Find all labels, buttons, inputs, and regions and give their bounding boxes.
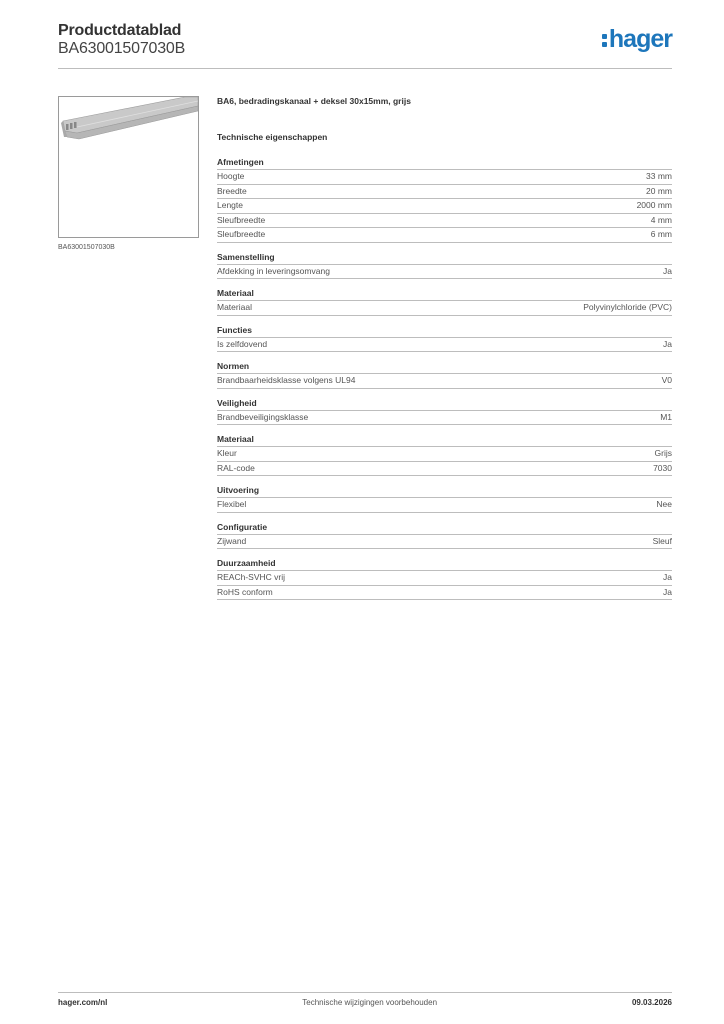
property-value: Grijs: [654, 448, 672, 458]
property-value: 7030: [653, 462, 672, 473]
property-row: [217, 535, 672, 550]
page-header: [58, 22, 185, 58]
section-heading: Afmetingen: [217, 156, 672, 170]
section-heading: Duurzaamheid: [217, 557, 672, 571]
section-heading: Uitvoering: [217, 484, 672, 498]
property-label: REACh-SVHC vrij: [217, 572, 286, 582]
property-section: [217, 557, 672, 600]
property-row: [217, 374, 672, 389]
logo-dots-icon: [602, 34, 607, 47]
property-section: [217, 397, 672, 426]
property-row: [217, 170, 672, 185]
product-title: BA6, bedradingskanaal + deksel 30x15mm, grijs: [217, 96, 411, 106]
property-value: V0: [661, 375, 672, 385]
section-heading: Samenstelling: [217, 251, 672, 265]
header-divider: [58, 68, 672, 69]
property-row: [217, 338, 672, 353]
property-value: M1: [660, 411, 672, 422]
property-label: Brandbeveiligingsklasse: [217, 411, 309, 422]
property-row: [217, 498, 672, 513]
section-heading: Configuratie: [217, 521, 672, 535]
property-section: [217, 156, 672, 243]
property-section: [217, 360, 672, 389]
property-label: Hoogte: [217, 171, 245, 181]
property-row: [217, 447, 672, 462]
property-value: 20 mm: [646, 185, 672, 196]
footer-divider: [58, 992, 672, 993]
property-label: Breedte: [217, 185, 247, 196]
property-value: Ja: [663, 586, 672, 597]
section-heading: Functies: [217, 324, 672, 338]
property-row: [217, 462, 672, 477]
property-section: [217, 484, 672, 513]
property-value: Ja: [663, 338, 672, 349]
logo-text: hager: [608, 25, 672, 53]
page-footer: [58, 998, 672, 1007]
property-value: 4 mm: [650, 214, 672, 225]
image-caption: BA63001507030B: [58, 244, 115, 251]
property-label: Zijwand: [217, 535, 247, 546]
property-value: Nee: [656, 499, 672, 509]
hager-logo: [602, 26, 672, 52]
page-title: Productdatablad: [58, 22, 182, 39]
property-label: RoHS conform: [217, 586, 273, 597]
property-row: [217, 571, 672, 586]
product-code: BA63001507030B: [58, 40, 186, 57]
property-value: Sleuf: [652, 535, 672, 546]
product-image: [58, 96, 199, 238]
property-value: Ja: [663, 572, 672, 582]
property-label: Afdekking in leveringsomvang: [217, 265, 330, 276]
property-section: [217, 521, 672, 550]
product-details: [217, 96, 672, 608]
property-label: Brandbaarheidsklasse volgens UL94: [217, 375, 356, 385]
property-label: RAL-code: [217, 462, 255, 473]
property-value: 2000 mm: [636, 200, 672, 210]
cable-duct-image: [59, 97, 198, 237]
section-heading: Materiaal: [217, 287, 672, 301]
property-value: 6 mm: [650, 229, 672, 239]
property-row: [217, 301, 672, 316]
footer-disclaimer: Technische wijzigingen voorbehouden: [302, 998, 438, 1007]
property-label: Kleur: [217, 448, 237, 458]
property-label: Sleufbreedte: [217, 229, 266, 239]
property-section: [217, 324, 672, 353]
property-sections: [217, 156, 672, 600]
property-row: [217, 199, 672, 214]
section-heading: Normen: [217, 360, 672, 374]
tech-properties-title: Technische eigenschappen: [217, 132, 328, 142]
property-label: Sleufbreedte: [217, 214, 266, 225]
property-row: [217, 586, 672, 601]
property-value: Ja: [663, 265, 672, 276]
property-row: [217, 228, 672, 243]
section-heading: Veiligheid: [217, 397, 672, 411]
property-row: [217, 185, 672, 200]
property-row: [217, 411, 672, 426]
property-row: [217, 214, 672, 229]
property-value: 33 mm: [646, 171, 672, 181]
property-row: [217, 265, 672, 280]
footer-website: hager.com/nl: [58, 998, 108, 1007]
property-section: [217, 287, 672, 316]
property-label: Materiaal: [217, 302, 252, 312]
property-section: [217, 251, 672, 280]
property-section: [217, 433, 672, 476]
section-heading: Materiaal: [217, 433, 672, 447]
property-label: Is zelfdovend: [217, 338, 268, 349]
property-label: Flexibel: [217, 499, 247, 509]
property-value: Polyvinylchloride (PVC): [583, 302, 672, 312]
property-label: Lengte: [217, 200, 243, 210]
footer-date: 09.03.2026: [631, 998, 672, 1007]
